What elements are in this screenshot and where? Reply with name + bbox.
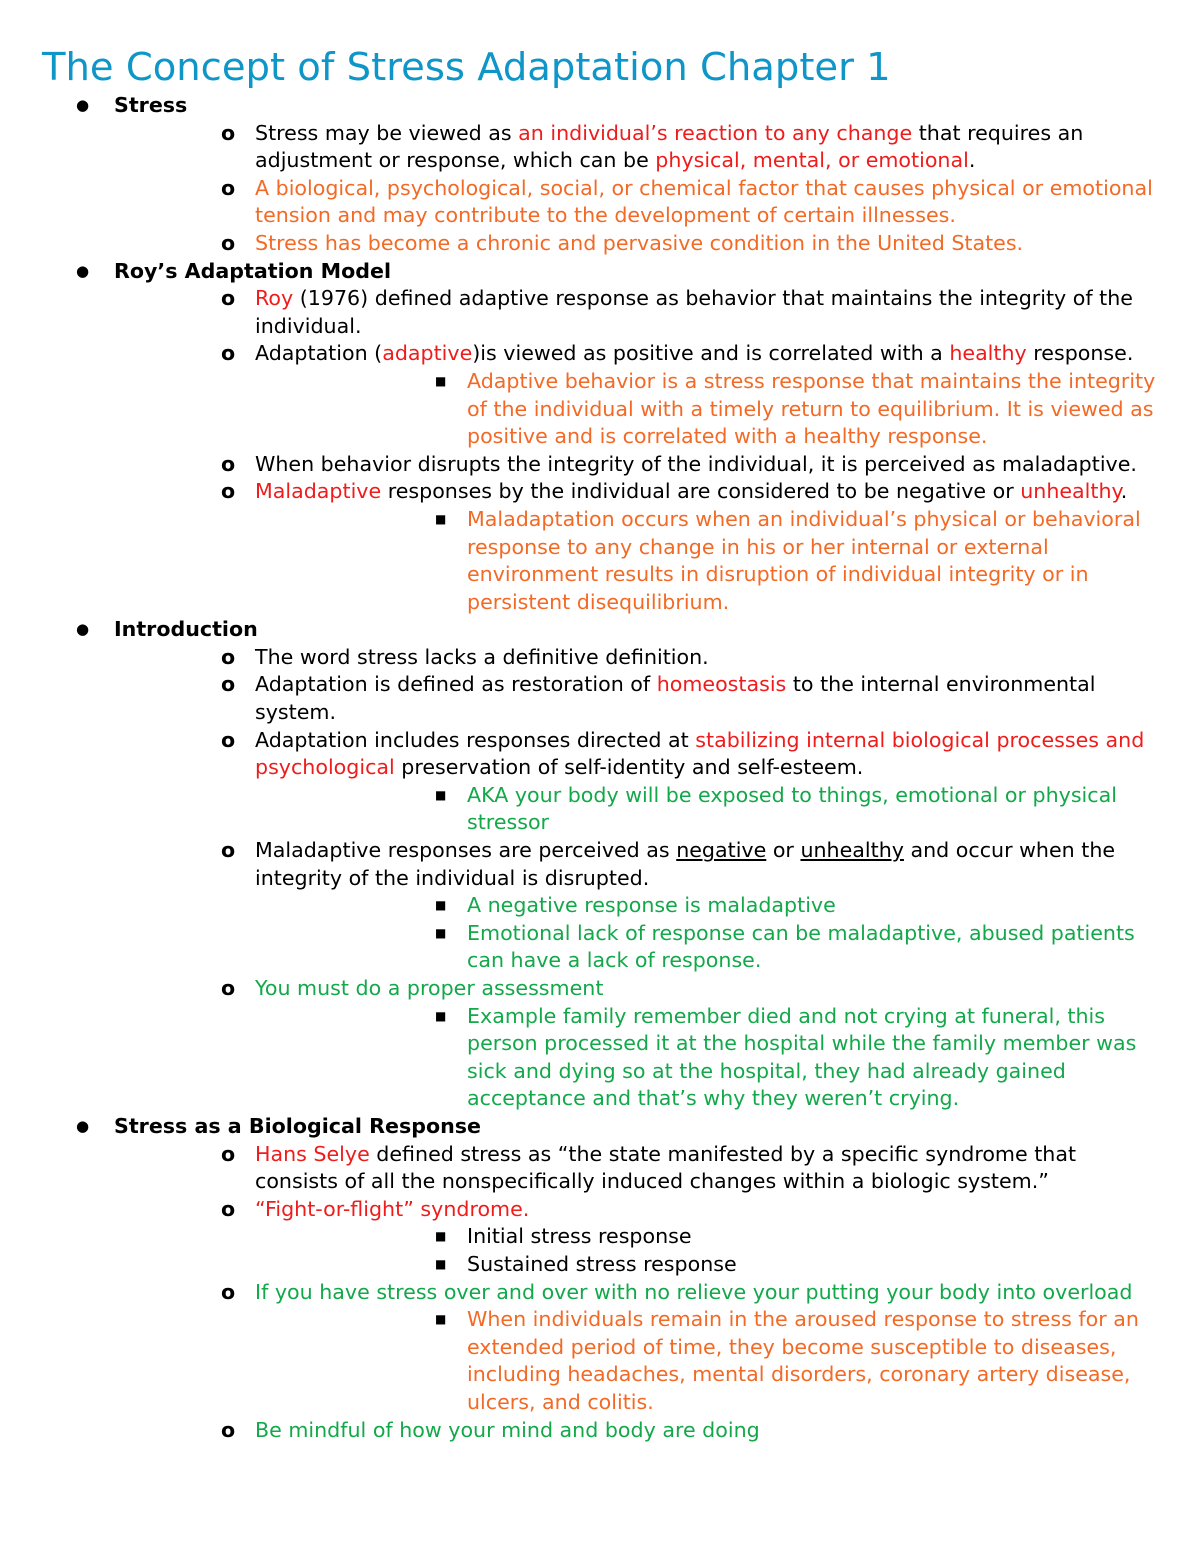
bullet-icon xyxy=(221,644,235,672)
item-text: Sustained stress response xyxy=(467,1251,737,1276)
bullet-icon xyxy=(221,1279,235,1307)
item-text: Adaptive behavior is a stress response that maintains the integrity of the individual with a timely return to equilibrium. It is viewed as positive and is correlated with a healthy response. xyxy=(467,368,1156,449)
sub-list-item xyxy=(255,368,1160,451)
item-text: You must do a proper assessment xyxy=(255,976,604,1000)
sub-list-item xyxy=(255,1003,1160,1113)
bullet-icon xyxy=(435,892,446,920)
item-text: defined stress as “the state manifested by a specific syndrome that consists of all the nonspecifically induced changes within a biologic system.” xyxy=(255,1141,1077,1194)
bullet-icon xyxy=(435,506,446,534)
bullet-icon xyxy=(435,920,446,948)
bullet-icon xyxy=(221,1196,235,1224)
sub-list-item xyxy=(255,506,1160,616)
list-item xyxy=(114,1279,1160,1417)
list-item xyxy=(114,1196,1160,1279)
list-item xyxy=(114,230,1160,258)
highlight-text: unhealthy xyxy=(1020,479,1121,504)
list-item xyxy=(114,451,1160,479)
list-item xyxy=(114,644,1160,672)
item-text: A negative response is maladaptive xyxy=(467,893,836,918)
sub-list-item xyxy=(255,1251,1160,1279)
bullet-icon xyxy=(221,120,235,148)
section-stress xyxy=(42,92,1160,258)
item-text: Example family remember died and not crying at funeral, this person processed it at the hospital while the family member was sick and dying so at the hospital, they had already gained acceptance and that’s why they weren’t crying. xyxy=(467,1003,1137,1111)
bullet-icon xyxy=(435,1003,446,1031)
bullet-icon xyxy=(221,837,235,865)
bullet-icon xyxy=(221,727,235,755)
item-text: Stress may be viewed as xyxy=(255,120,519,145)
list-item xyxy=(114,175,1160,230)
highlight-text: healthy xyxy=(949,341,1027,366)
highlight-text: homeostasis xyxy=(656,672,787,697)
item-text: )is viewed as positive and is correlated with a xyxy=(472,341,950,366)
item-text: . xyxy=(1120,479,1128,504)
bullet-icon xyxy=(435,782,446,810)
underlined-text: negative xyxy=(676,838,767,863)
highlight-text: Roy xyxy=(255,286,294,311)
item-text: Adaptation ( xyxy=(255,341,383,366)
item-text: . xyxy=(968,148,976,173)
list-item xyxy=(114,837,1160,975)
bullet-icon xyxy=(221,340,235,368)
list-item xyxy=(114,671,1160,726)
section-stress-biological-response xyxy=(42,1113,1160,1444)
item-text: or xyxy=(766,838,801,863)
bullet-icon xyxy=(221,230,235,258)
bullet-icon xyxy=(435,1223,446,1251)
item-text: When behavior disrupts the integrity of the individual, it is perceived as maladaptive. xyxy=(255,451,1137,476)
outline xyxy=(42,92,1160,1444)
list-item xyxy=(114,1417,1160,1445)
item-text: Stress has become a chronic and pervasive condition in the United States. xyxy=(255,230,1024,255)
bullet-icon xyxy=(76,616,89,644)
section-heading: Stress xyxy=(114,93,188,117)
sub-list-item xyxy=(255,1306,1160,1416)
bullet-icon xyxy=(221,1141,235,1169)
item-text: Maladaptive responses are perceived as xyxy=(255,838,677,863)
sub-list-item xyxy=(255,782,1160,837)
item-text: Adaptation is defined as restoration of xyxy=(255,672,657,697)
bullet-icon xyxy=(221,1417,235,1445)
item-text: A biological, psychological, social, or chemical factor that causes physical or emotional tension and may contribute to the development of certain illnesses. xyxy=(255,175,1153,228)
item-text: AKA your body will be exposed to things, emotional or physical stressor xyxy=(467,782,1117,835)
item-text: The word stress lacks a definitive definition. xyxy=(255,644,709,669)
list-item xyxy=(114,727,1160,837)
list-item xyxy=(114,340,1160,450)
bullet-icon xyxy=(76,258,89,286)
item-text: to the internal environmental system. xyxy=(255,672,1096,725)
list-item xyxy=(114,285,1160,340)
bullet-icon xyxy=(76,92,89,120)
section-heading: Introduction xyxy=(114,617,258,642)
section-heading: Stress as a Biological Response xyxy=(114,1113,481,1138)
highlight-text: physical, mental, or emotional xyxy=(655,148,969,173)
highlight-text: “Fight-or-flight” syndrome. xyxy=(255,1196,530,1221)
highlight-text: stabilizing internal biological processes and psychological xyxy=(255,727,1145,780)
list-item xyxy=(114,1141,1160,1196)
bullet-icon xyxy=(221,975,235,1003)
list-item xyxy=(114,975,1160,1113)
highlight-text: adaptive xyxy=(382,341,473,366)
item-text: When individuals remain in the aroused response to stress for an extended period of time, they become susceptible to diseases, including headaches, mental disorders, coronary artery disease, ulcers, and colitis. xyxy=(467,1307,1139,1414)
list-item xyxy=(114,478,1160,616)
section-introduction xyxy=(42,616,1160,1113)
item-text: Initial stress response xyxy=(467,1224,692,1249)
item-text: response. xyxy=(1026,341,1134,366)
item-text: Maladaptation occurs when an individual’s physical or behavioral response to any change in his or her internal or external environment results in disruption of individual integrity or in persistent disequilibrium. xyxy=(467,506,1141,614)
item-text: preservation of self-identity and self-esteem. xyxy=(394,755,864,780)
bullet-icon xyxy=(221,285,235,313)
bullet-icon xyxy=(435,368,446,396)
bullet-icon xyxy=(221,451,235,479)
highlight-text: Maladaptive xyxy=(255,479,382,504)
sub-list-item xyxy=(255,920,1160,975)
sub-list-item xyxy=(255,892,1160,920)
item-text: that requires an adjustment or response, which can be xyxy=(255,120,1084,173)
highlight-text: Hans Selye xyxy=(255,1141,370,1166)
highlight-text: an individual’s reaction to any change xyxy=(518,120,913,145)
item-text: and occur when the integrity of the individual is disrupted. xyxy=(255,838,1116,890)
underlined-text: unhealthy xyxy=(800,838,904,863)
bullet-icon xyxy=(76,1113,89,1141)
item-text: Emotional lack of response can be maladaptive, abused patients can have a lack of response. xyxy=(467,920,1135,973)
item-text: If you have stress over and over with no relieve your putting your body into overload xyxy=(255,1279,1133,1304)
section-roys-adaptation-model xyxy=(42,258,1160,617)
sub-list-item xyxy=(255,1223,1160,1251)
bullet-icon xyxy=(221,478,235,506)
item-text: responses by the individual are considered to be negative or xyxy=(381,479,1021,504)
item-text: Be mindful of how your mind and body are doing xyxy=(255,1417,760,1442)
item-text: Adaptation includes responses directed at xyxy=(255,727,696,752)
bullet-icon xyxy=(435,1306,446,1334)
list-item xyxy=(114,120,1160,175)
bullet-icon xyxy=(221,175,235,203)
bullet-icon xyxy=(435,1251,446,1279)
bullet-icon xyxy=(221,671,235,699)
page-title: The Concept of Stress Adaptation Chapter 1 xyxy=(42,45,891,90)
item-text: (1976) defined adaptive response as behavior that maintains the integrity of the individual. xyxy=(255,286,1133,338)
section-heading: Roy’s Adaptation Model xyxy=(114,258,392,283)
